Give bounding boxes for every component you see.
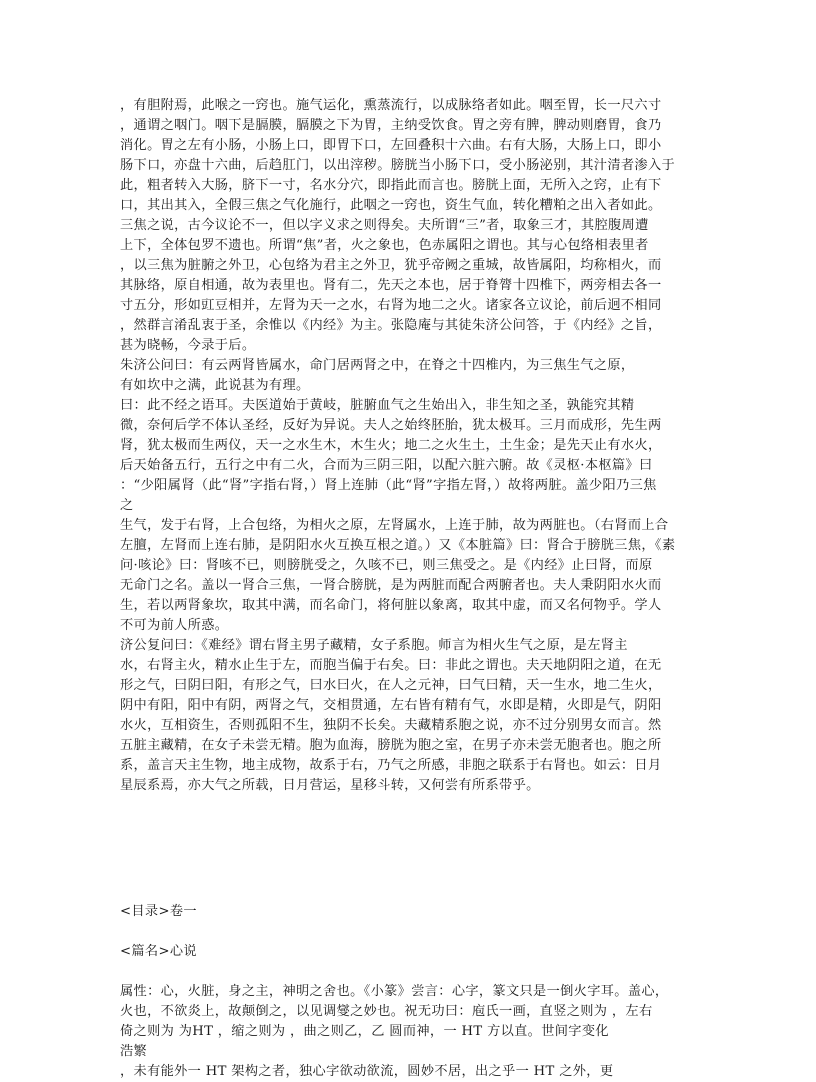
main-text-block — [120, 96, 700, 796]
text-line: 其脉络，原自相通，故为表里也。肾有二，先天之本也，居于脊膂十四椎下，两旁相去各一 — [120, 278, 662, 293]
text-line: 生气，发于右肾，上合包络，为相火之原，左肾属水，上连于肺，故为两脏也。（右肾而上合 — [120, 518, 669, 533]
spacer — [120, 796, 700, 902]
text-line: 水，右肾主火，精水止生于左，而胞当偏于右矣。曰：非此之谓也。夫天地阴阳之道，在无 — [120, 658, 662, 673]
text-line: 上下，全体包罗不遗也。所谓“焦”者，火之象也，色赤属阳之谓也。其与心包络相表里者 — [120, 238, 649, 253]
text-line: 生，若以两肾象坎，取其中满，而名命门，将何脏以象离，取其中虚，而又名何物乎。学人 — [120, 598, 662, 613]
text-line: 系，盖言天主生物，地主成物，故系于右，乃气之所感，非胞之联系于右肾也。如云：日月 — [120, 758, 662, 773]
text-line: 肾，犹太极而生两仪，天一之水生木，木生火；地二之火生土，土生金；是先天止有水火， — [120, 438, 662, 453]
text-line: ，通谓之咽门。咽下是膈膜，膈膜之下为胃，主纳受饮食。胃之旁有脾，脾动则磨胃，食乃 — [120, 118, 662, 133]
text-line: 消化。胃之左有小肠，小肠上口，即胃下口，左回叠积十六曲。右有大肠，大肠上口，即小 — [120, 138, 662, 153]
text-line: ，以三焦为脏腑之外卫，心包络为君主之外卫，犹乎帝阙之重城，故皆属阳，均称相火，而 — [120, 258, 662, 273]
text-line: 寸五分，形如豇豆相并，左肾为天一之水，右肾为地二之火。诸家各立议论，前后迥不相同 — [120, 298, 662, 313]
text-line: 星辰系焉，亦大气之所载，日月营运，星移斗转，又何尝有所系带乎。 — [120, 778, 540, 793]
text-line: 五脏主藏精，在女子未尝无精。胞为血海，膀胱为胞之室，在男子亦未尝无胞者也。胞之所 — [120, 738, 662, 753]
text-line: 火也，不欲炎上，故颠倒之，以见调燮之妙也。祝无功曰：庖氏一画，直竖之则为 ，左右 — [120, 1004, 653, 1019]
text-line: ，未有能外一 HT 架构之者，独心字欲动欲流，圆妙不居，出之乎一 HT 之外，更 — [120, 1064, 614, 1079]
text-line: 朱济公问曰：有云两肾皆属水，命门居两肾之中，在脊之十四椎内，为三焦生气之原， — [120, 358, 635, 373]
text-line: 阴中有阳，阳中有阴，两肾之气，交相贯通，左右皆有精有气，水即是精，火即是气，阴阳 — [120, 698, 662, 713]
text-line: 浩繁 — [120, 1044, 148, 1059]
text-line: 水火，互相资生，否则孤阳不生，独阴不长矣。夫藏精系胞之说，亦不过分别男女而言。然 — [120, 718, 662, 733]
text-line: 不可为前人所惑。 — [120, 618, 229, 633]
text-line: 口，其出其入，全假三焦之气化施行，此咽之一窍也，资生气血，转化糟粕之出入者如此。 — [120, 198, 662, 213]
document-page — [120, 96, 700, 1082]
heart-text-block — [120, 982, 700, 1082]
text-line: 后天始备五行，五行之中有二火，合而为三阴三阳，以配六脏六腑。故《灵枢·本枢篇》曰 — [120, 458, 653, 473]
text-line: ，然群言淆乱衷于圣，余惟以《内经》为主。张隐庵与其徒朱济公问答，于《内经》之旨， — [120, 318, 662, 333]
text-line: 肠下口，亦盘十六曲，后趋肛门，以出滓秽。膀胱当小肠下口，受小肠泌别，其汁清者渗入于 — [120, 158, 676, 173]
text-line: 属性：心，火脏，身之主，神明之舍也。《小篆》尝言：心字，篆文只是一倒火字耳。盖心， — [120, 984, 669, 999]
text-line: 形之气，曰阴曰阳，有形之气，曰水曰火，在人之元神，曰气曰精，天一生水，地二生火， — [120, 678, 662, 693]
text-line: 此，粗者转入大肠，脐下一寸，名水分穴，即指此而言也。膀胱上面，无所入之窍，止有下 — [120, 178, 662, 193]
text-line: 之 — [120, 498, 134, 513]
text-line: 左膻，左肾而上连右肺，是阴阳水火互换互根之道。）又《本脏篇》曰：肾合于膀胱三焦，《素 — [120, 538, 676, 553]
text-line: 曰：此不经之语耳。夫医道始于黄岐，脏腑血气之生始出入，非生知之圣，孰能究其精 — [120, 398, 635, 413]
text-line: ：“少阳属肾（此“肾”字指右肾，）肾上连肺（此“肾”字指左肾，）故将两脏。盖少阳乃三焦 — [120, 478, 657, 493]
text-line: 济公复问曰：《难经》谓右肾主男子藏精，女子系胞。师言为相火生气之原，是左肾主 — [120, 638, 628, 653]
text-line: 甚为晓畅，今录于后。 — [120, 338, 256, 353]
text-line: ，有胆附焉，此喉之一窍也。施气运化，熏蒸流行，以成脉络者如此。咽至胃，长一尺六寸 — [120, 98, 662, 113]
text-line: 问·咳论》曰：肾咳不已，则膀胱受之，久咳不已，则三焦受之。是《内经》止曰肾，而原 — [120, 558, 653, 573]
toc-heading: <目录>卷一 — [120, 904, 197, 919]
text-line: 倚之则为 为HT ，缩之则为 ，曲之则乙，乙 圆而神，一 HT 方以直。世间字变化 — [120, 1024, 609, 1039]
spacer — [120, 962, 700, 982]
section-heading: <篇名>心说 — [120, 944, 197, 959]
text-line: 三焦之说，古今议论不一，但以字义求之则得矣。夫所谓“三”者，取象三才，其腔腹周遭 — [120, 218, 649, 233]
text-line: 有如坎中之满，此说甚为有理。 — [120, 378, 310, 393]
text-line: 微，奈何后学不体认圣经，反好为异说。夫人之始终胚胎，犹太极耳。三月而成形，先生两 — [120, 418, 662, 433]
text-line: 无命门之名。盖以一肾合三焦，一肾合膀胱，是为两脏而配合两腑者也。夫人秉阴阳水火而 — [120, 578, 662, 593]
spacer — [120, 922, 700, 942]
